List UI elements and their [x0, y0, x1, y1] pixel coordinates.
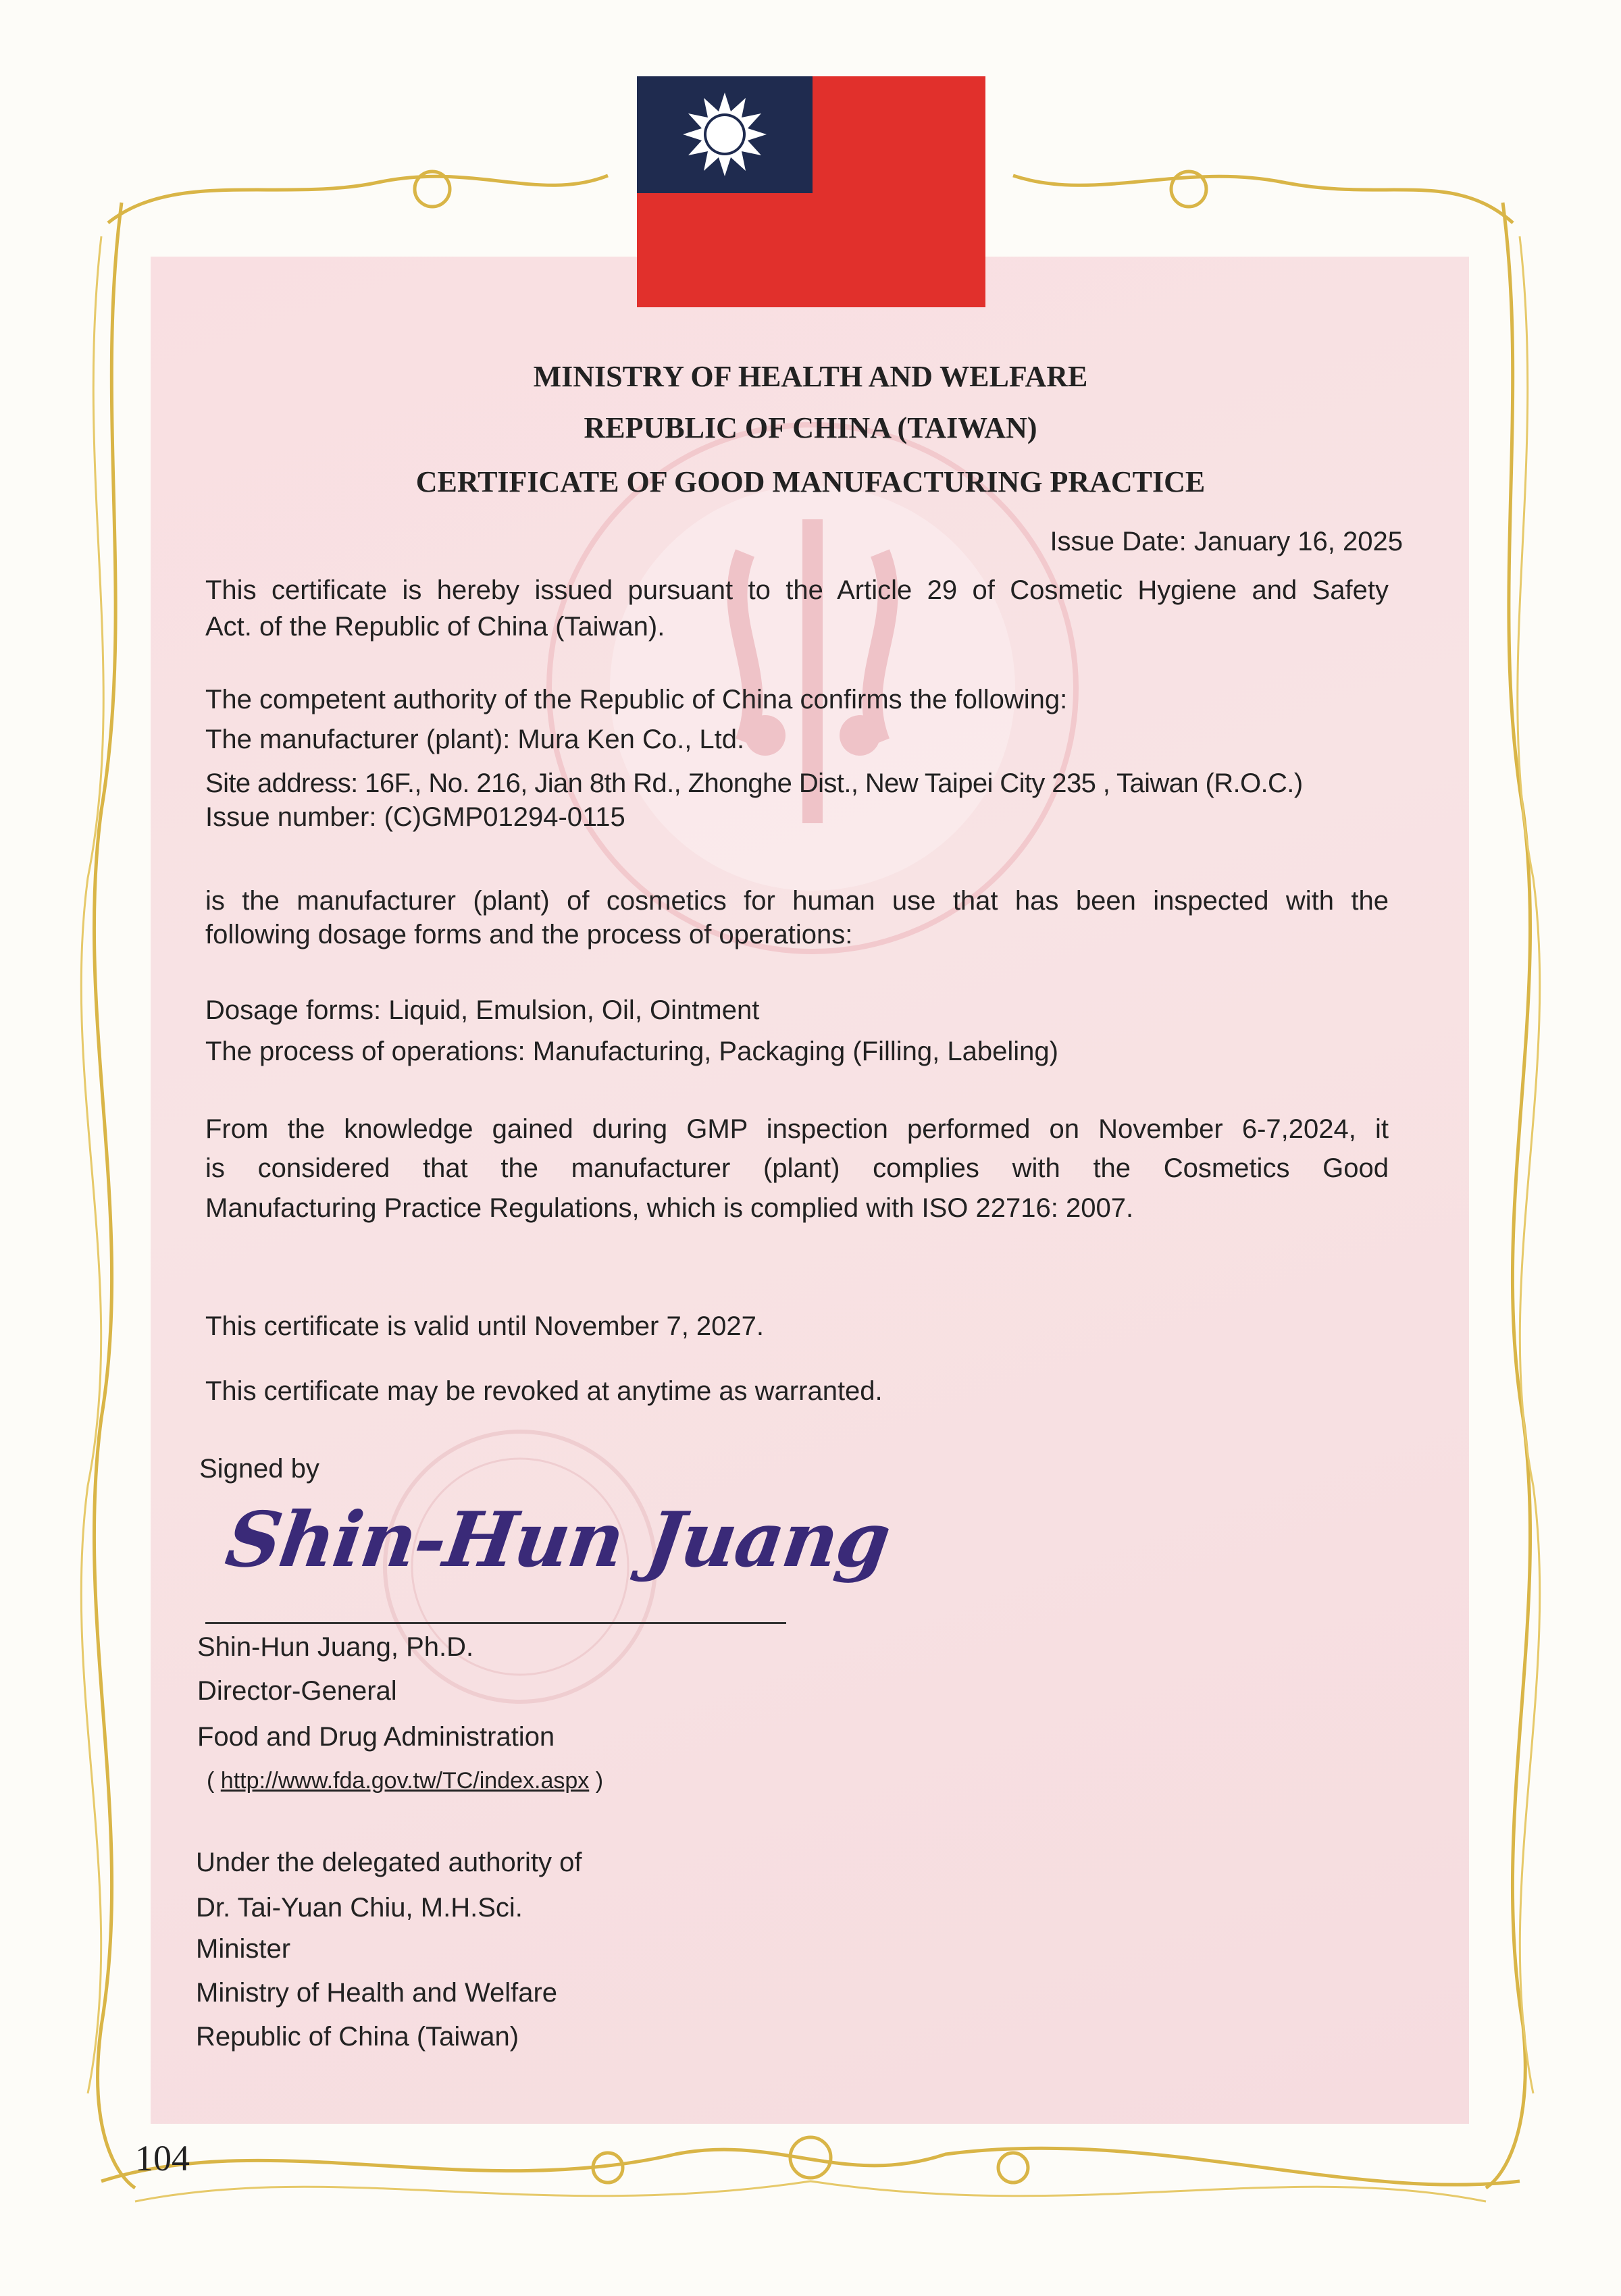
body-text: Act. of the Republic of China (Taiwan).	[205, 612, 665, 642]
site-address: Site address: 16F., No. 216, Jian 8th Rd., Zhonghe Dist., New Taipei City 235 , Taiwan (R.O.C.)	[205, 768, 1303, 798]
minister-name: Dr. Tai-Yuan Chiu, M.H.Sci.	[196, 1893, 523, 1923]
roc-flag	[637, 76, 985, 307]
paren-open: (	[207, 1768, 215, 1794]
flag-canton	[637, 76, 813, 193]
country-name: Republic of China (Taiwan)	[196, 2022, 519, 2052]
certificate-title: CERTIFICATE OF GOOD MANUFACTURING PRACTICE	[415, 465, 1206, 498]
signer-organization: Food and Drug Administration	[197, 1722, 555, 1752]
body-text: following dosage forms and the process of operations:	[205, 920, 853, 949]
body-text: The competent authority of the Republic of China confirms the following:	[205, 685, 1068, 714]
body-text: Manufacturing Practice Regulations, which is complied with ISO 22716: 2007.	[205, 1193, 1134, 1223]
process-of-operations: The process of operations: Manufacturing, Packaging (Filling, Labeling)	[205, 1037, 1058, 1066]
white-sun-icon	[637, 76, 813, 193]
body-text: is the manufacturer (plant) of cosmetics for human use that has been inspected with the	[205, 886, 1389, 916]
dosage-forms: Dosage forms: Liquid, Emulsion, Oil, Ointment	[205, 995, 760, 1025]
signer-title: Director-General	[197, 1676, 397, 1706]
header-ministry: MINISTRY OF HEALTH AND WELFARE	[533, 360, 1088, 393]
handwritten-signature: Shin-Hun Juang	[220, 1496, 895, 1584]
delegation-intro: Under the delegated authority of	[196, 1848, 582, 1877]
issue-number: Issue number: (C)GMP01294-0115	[205, 802, 625, 832]
body-text: is considered that the manufacturer (plant) complies with the Cosmetics Good	[205, 1153, 1389, 1183]
header-country: REPUBLIC OF CHINA (TAIWAN)	[584, 411, 1037, 444]
validity: This certificate is valid until November 7, 2027.	[205, 1311, 765, 1341]
fda-url-line	[207, 1768, 603, 1794]
ministry-name: Ministry of Health and Welfare	[196, 1978, 558, 2008]
signature-line	[205, 1622, 786, 1624]
revocation-note: This certificate may be revoked at anytime as warranted.	[205, 1376, 883, 1406]
manufacturer: The manufacturer (plant): Mura Ken Co., Ltd.	[205, 725, 745, 754]
body-text: From the knowledge gained during GMP inspection performed on November 6-7,2024, it	[205, 1114, 1389, 1144]
paren-close: )	[595, 1768, 604, 1794]
issue-date: Issue Date: January 16, 2025	[1050, 527, 1403, 556]
fda-website-link[interactable]: http://www.fda.gov.tw/TC/index.aspx	[220, 1768, 590, 1794]
signer-name: Shin-Hun Juang, Ph.D.	[197, 1632, 474, 1662]
signed-by-label: Signed by	[199, 1454, 319, 1484]
page-number: 104	[135, 2138, 190, 2178]
minister-title: Minister	[196, 1934, 291, 1964]
body-text: This certificate is hereby issued pursuant to the Article 29 of Cosmetic Hygiene and Safety	[205, 575, 1389, 605]
